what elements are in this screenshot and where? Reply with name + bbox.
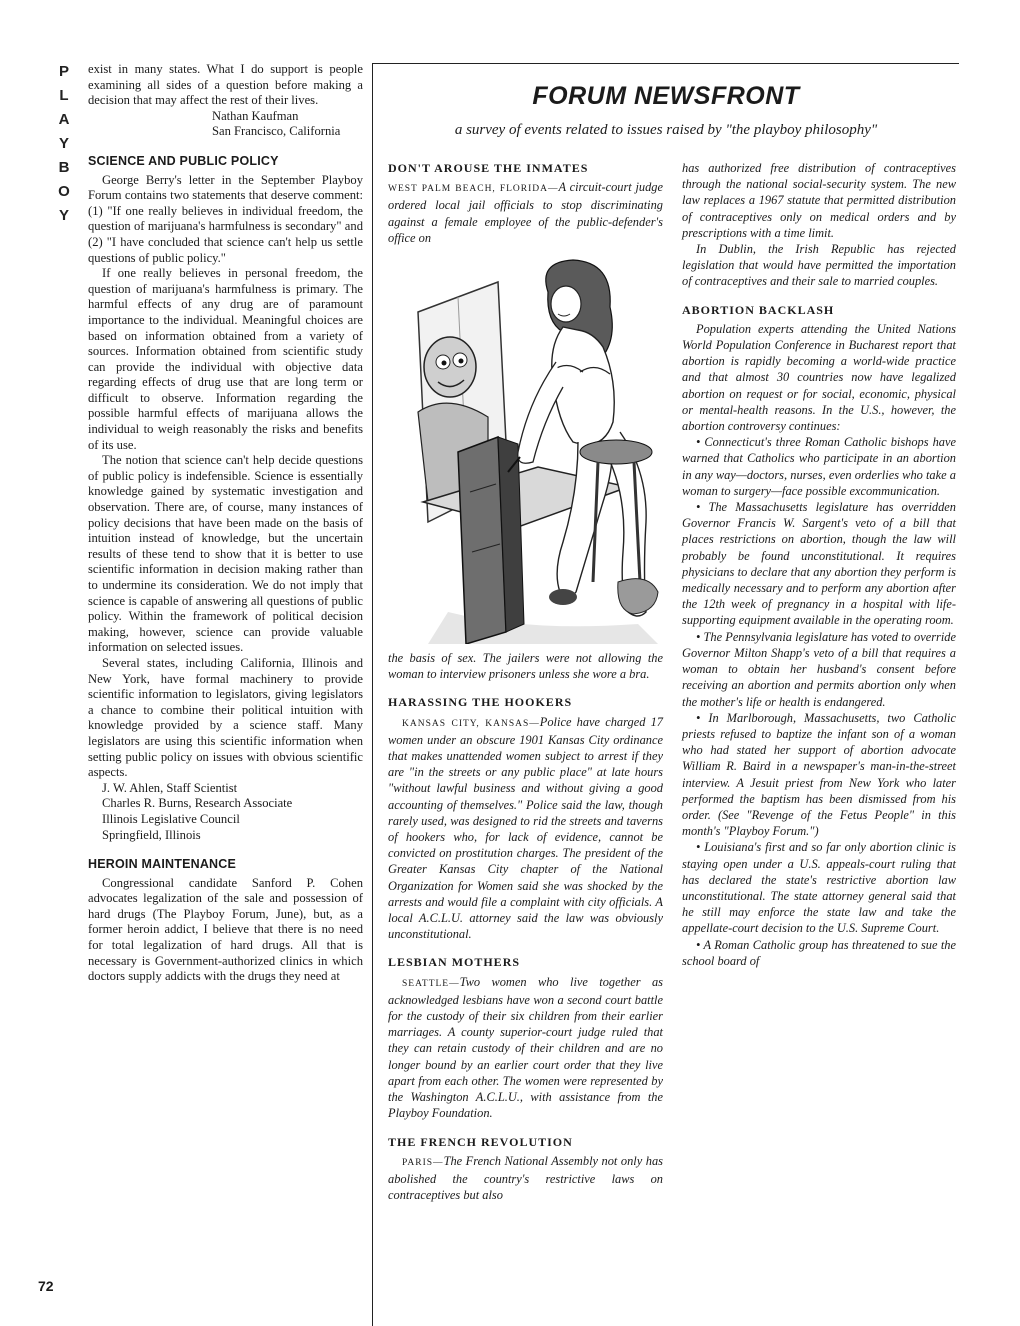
news-item-french — [388, 1153, 663, 1204]
news-text: has authorized free distribution of contraceptives through the national social-security system. The new law replaces a 1967 statute that permitted distribution of contraceptives only on medical orders and by prescriptions with a time limit. — [682, 161, 956, 240]
news-bullet: • In Marlborough, Massachusetts, two Catholic priests refused to baptize the infant son of a woman who had stated her support of abortion advocate William R. Baird in a newspaper's man-in-the-street interview. A Jesuit priest from New York who later performed the baptism has been dismissed from his order. (See "Revenge of the Fetus People" in this month's "Playboy Forum.") — [682, 710, 956, 839]
dateline: KANSAS CITY, KANSAS— — [402, 718, 540, 729]
news-heading-hookers: HARASSING THE HOOKERS — [388, 695, 573, 710]
page-number: 72 — [38, 1278, 54, 1294]
signature-line: Charles R. Burns, Research Associate — [102, 796, 293, 811]
cartoon-illustration — [388, 252, 663, 644]
letter-paragraph: Several states, including California, Illinois and New York, have formal machinery to provide scientific information to legislators, giving legislators a chance to combine their political intuition with knowledge provided by a science staff. Many legislators are using this scientific information when setting public policy on issues with obvious scientific aspects. — [88, 655, 363, 780]
news-bullet: • Connecticut's three Roman Catholic bishops have warned that Catholics who participate in an abortion in any way—doctors, nurses, even orderlies who take a woman to surgery—face possible excommunication. — [682, 435, 956, 498]
brand-letter: Y — [58, 207, 69, 224]
news-bullet: • The Massachusetts legislature has overridden Governor Francis W. Sargent's veto of a bill that places restrictions on abortion, though the law will probably be found unconstitutional. It requires physicians to declare that any abortion they perform is medically necessary and to perform any abortion after the 12th week of pregnancy in a hospital with life-supporting equipment available in the operating room. — [682, 500, 956, 628]
news-text: Population experts attending the United Nations World Population Conference in Bucharest report that abortion is rapidly becoming a world-wide practice and that almost 30 countries now have legalized abortion on request or for social, economic, physical or mental-health reasons. In the U.S., however, the abortion controversy continues: — [682, 321, 956, 434]
news-text: Two women who live together as acknowledged lesbians have won a second court battle for the custody of their six children from their earlier marriages. A county superior-court judge ruled that they can retain custody of their children and are no longer bound by an earlier court order that they live apart from each other. The women were represented by the Washington A.C.L.U., with assistance from the Playboy Foundation. — [388, 974, 663, 1121]
news-heading-inmates: DON'T AROUSE THE INMATES — [388, 161, 589, 175]
news-column-right — [682, 160, 956, 969]
news-heading-lesbian: LESBIAN MOTHERS — [388, 955, 521, 970]
forum-title: FORUM NEWSFRONT — [532, 82, 800, 110]
news-text: Police have charged 17 women under an obscure 1901 Kansas City ordinance that makes unattended women subject to arrest if they are "in the streets or any public place" at late hours "without lawful business and without giving a good accounting of themselves." Police said the law, though rarely used, was designed to rid the streets and taverns of hookers who, for lack of evidence, cannot be convicted on prostitution charges. The president of the Greater Kansas City chapter of the National Organization for Women said she was shocked by the arrests and would file a complaint with city officials. A local A.C.L.U. attorney said the law was obviously unconstitutional. — [388, 714, 663, 942]
brand-letter: L — [59, 87, 69, 104]
section-heading-science: SCIENCE AND PUBLIC POLICY — [88, 153, 279, 168]
news-bullet: • The Pennsylvania legislature has voted to override Governor Milton Shapp's veto of a bill that requires a woman to obtain her husband's consent before receiving an abortion and permits abortion only when the mother's life or health is endangered. — [682, 629, 956, 709]
letter-paragraph: George Berry's letter in the September Playboy Forum contains two statements that deserve comment: (1) "If one really believes in individual freedom, the question of marijuana's harmfulness is secondary" and (2) "I have concluded that science can't help us settle questions of public policy." — [88, 172, 363, 265]
news-text: In Dublin, the Irish Republic has rejected legislation that would have permitted the importation of contraceptives and their sale to married couples. — [682, 242, 956, 289]
news-heading-abortion: ABORTION BACKLASH — [682, 302, 835, 317]
news-text: The French National Assembly not only has abolished the country's restrictive laws on contraceptives but also — [388, 1153, 663, 1203]
dateline: SEATTLE— — [402, 978, 460, 989]
news-column-middle — [388, 160, 663, 1203]
brand-letter: B — [58, 159, 70, 176]
letter-paragraph: If one really believes in personal freedom, the question of marijuana's harmfulness is primary. The harmful effects of any drug are of paramount importance to the individual. Meaningful choices are based on information obtained from a variety of sources. Information obtained from scientific study can provide the individual with objective data regarding effects of drug use that are long term or difficult to observe. Information regarding the possible harmful effects of marijuana allows the individual to weigh reasonably the risks and benefits of its use. — [88, 266, 363, 452]
forum-subtitle: a survey of events related to issues raised by "the playboy philosophy" — [454, 122, 878, 138]
signature-location: San Francisco, California — [212, 124, 341, 139]
dateline: PARIS— — [402, 1157, 444, 1168]
brand-letter: O — [58, 183, 70, 200]
letter-paragraph: The notion that science can't help decide questions of public policy is indefensible. Science is essentially knowledge gained by systematic investigation and observation. There are, of course, many instances of policy decisions that have been made on the basis of intuition instead of knowledge, but the uncertain results of these tend to show that it is better to use scientific information in decision making rather than to undermine its consideration. We do not imply that science is capable of answering all questions of public policy. Within the framework of political decision making, however, science can provide valuable information on selected issues. — [88, 453, 363, 655]
signature-name: Nathan Kaufman — [212, 108, 299, 123]
signature-line: J. W. Ahlen, Staff Scientist — [102, 780, 238, 795]
news-item-lesbian — [388, 974, 663, 1122]
news-item-inmates — [388, 179, 663, 246]
news-bullet: • A Roman Catholic group has threatened to sue the school board of — [682, 937, 956, 968]
letter-paragraph: Congressional candidate Sanford P. Cohen advocates legalization of the sale and possession of hard drugs (The Playboy Forum, June), but, as a former heroin addict, I believe that there is no need for total legalization of hard drugs. All that is necessary is Government-authorized clinics in which doctors supply addicts with the drugs they need at — [88, 875, 363, 984]
opening-paragraph: exist in many states. What I do support is people examining all sides of a question before making a decision that may affect the rest of their lives. — [88, 62, 363, 108]
brand-letter: A — [58, 111, 70, 128]
signature-line: Springfield, Illinois — [102, 827, 201, 842]
brand-letter: Y — [58, 135, 69, 152]
news-item-hookers — [388, 714, 663, 943]
news-bullet: • Louisiana's first and so far only abortion clinic is staying open under a U.S. appeals-court ruling that has declared the state's restrictive abortion law unconstitutional. The state attorney general said that he still may enforce the state law and take the appellate-court decision to the U.S. Supreme Court. — [682, 840, 956, 936]
dateline: WEST PALM BEACH, FLORIDA— — [388, 184, 559, 195]
brand-letter: P — [58, 63, 69, 80]
news-text: the basis of sex. The jailers were not allowing the woman to interview prisoners unless she wore a bra. — [388, 651, 663, 682]
magazine-brand-vertical — [52, 60, 76, 228]
signature-line: Illinois Legislative Council — [102, 811, 240, 826]
letters-column — [88, 62, 363, 985]
news-text: A circuit-court judge ordered local jail officials to stop discriminating against a female employee of the public-defender's office on — [388, 180, 663, 245]
section-heading-heroin: HEROIN MAINTENANCE — [88, 857, 237, 872]
news-heading-french: THE FRENCH REVOLUTION — [388, 1134, 573, 1149]
